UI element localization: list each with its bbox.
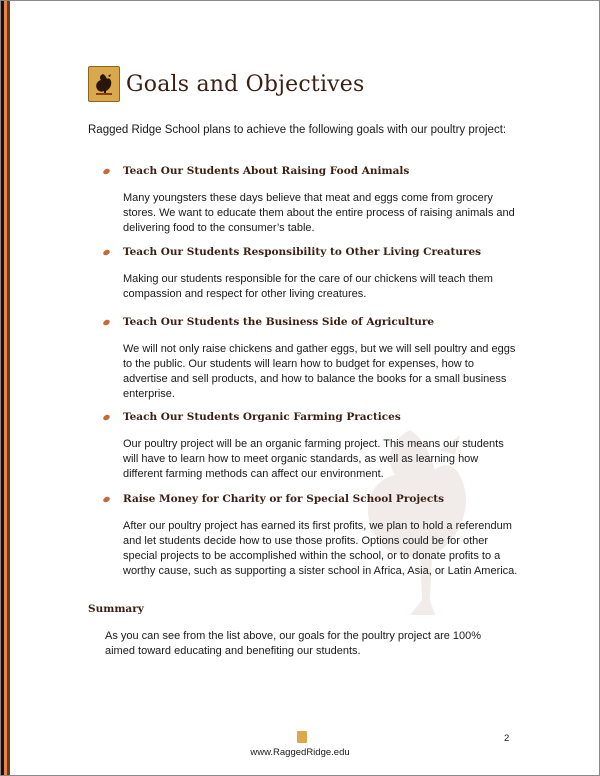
- goal-title: Teach Our Students About Raising Food Animals: [123, 165, 410, 177]
- page-number: 2: [504, 733, 510, 744]
- rooster-icon: [88, 66, 120, 102]
- goal-body: Many youngsters these days believe that meat and eggs come from grocery stores. We want to educate them about the entire process of raising animals and delivering food to the consumer’s table.: [123, 192, 515, 234]
- goal-title: Raise Money for Charity or for Special School Projects: [123, 493, 444, 505]
- page-header: [88, 66, 365, 102]
- goal-item: [103, 163, 515, 236]
- goal-item: [103, 491, 518, 579]
- goal-item: [103, 244, 503, 302]
- goal-body: Our poultry project will be an organic farming project. This means our students will have to learn how to meet organic standards, as well as learning how different farming methods can affect our environment.: [123, 438, 504, 480]
- goal-body: We will not only raise chickens and gather eggs, but we will sell poultry and eggs to the public. Our students will learn how to budget for expenses, how to advertise and sell products, and how to balance the books for a small business enterprise.: [123, 343, 516, 400]
- bullet-icon: [102, 248, 111, 256]
- goal-body: After our poultry project has earned its first profits, we plan to hold a referendum and let students decide how to use those profits. Options could be for other special projects to be accomplished within the school, or to donate profits to a worthy cause, such as supporting a sister school in Africa, Asia, or Latin America.: [123, 520, 518, 577]
- left-border-stripe: [7, 1, 10, 775]
- goal-title: Teach Our Students the Business Side of Agriculture: [123, 316, 435, 328]
- goal-item: [103, 409, 503, 482]
- bullet-icon: [102, 167, 111, 175]
- page-title: Goals and Objectives: [126, 71, 365, 97]
- goal-title: Teach Our Students Responsibility to Other Living Creatures: [123, 246, 482, 258]
- footer-url: www.RaggedRidge.edu: [250, 747, 350, 758]
- bullet-icon: [102, 318, 111, 326]
- goal-title: Teach Our Students Organic Farming Practices: [123, 411, 401, 423]
- summary-title: Summary: [88, 603, 144, 615]
- bullet-icon: [102, 413, 111, 421]
- goal-item: [103, 314, 516, 402]
- summary-body: As you can see from the list above, our goals for the poultry project are 100% aimed toward educating and benefiting our students.: [105, 630, 482, 657]
- bullet-icon: [102, 495, 111, 503]
- intro-paragraph: Ragged Ridge School plans to achieve the following goals with our poultry project:: [88, 124, 507, 136]
- goal-body: Making our students responsible for the care of our chickens will teach them compassion and respect for other living creatures.: [123, 273, 493, 300]
- footer-rooster-icon: [297, 731, 307, 743]
